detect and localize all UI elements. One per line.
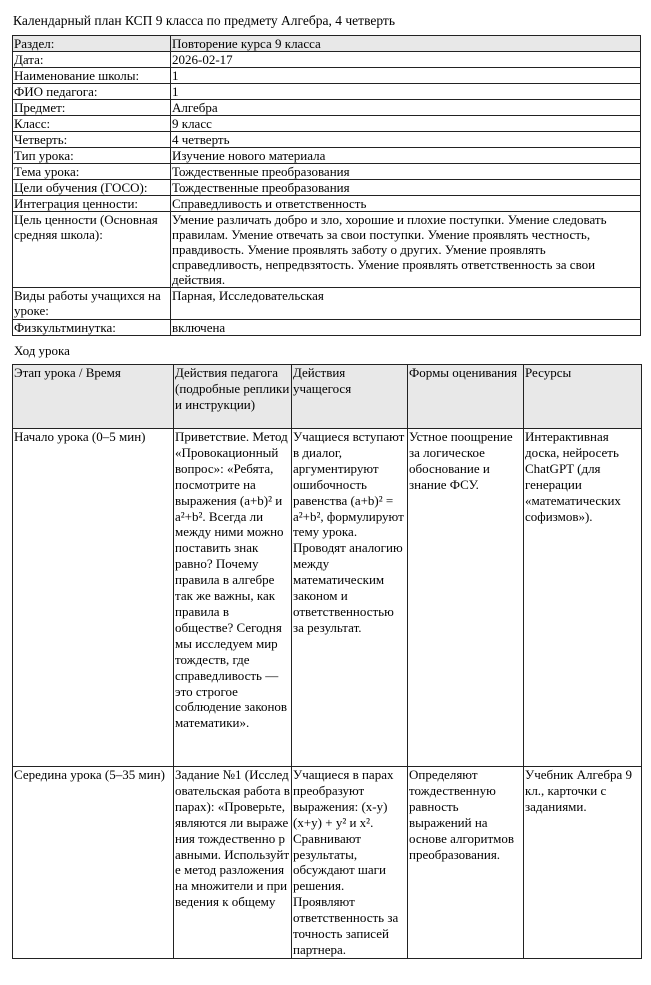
info-value: Парная, Исследовательская: [171, 288, 641, 320]
table-row: [13, 767, 642, 959]
info-label: Интеграция ценности:: [13, 196, 171, 212]
header-student: Действия учащегося: [292, 365, 408, 429]
info-value: 1: [171, 68, 641, 84]
info-row-value-goal: [13, 212, 641, 288]
info-value: Тождественные преобразования: [171, 180, 641, 196]
info-row-class: [13, 116, 641, 132]
info-row-quarter: [13, 132, 641, 148]
step-stage: Середина урока (5–35 мин): [13, 767, 174, 959]
info-row-teacher: [13, 84, 641, 100]
info-label: Тема урока:: [13, 164, 171, 180]
info-label: Раздел:: [13, 36, 171, 52]
info-label: Предмет:: [13, 100, 171, 116]
info-label: Цели обучения (ГОСО):: [13, 180, 171, 196]
lesson-steps-table: [12, 364, 642, 959]
info-row-phys-break: [13, 320, 641, 336]
step-student: Учащиеся в парах преобразуют выражения: (x-y)(x+y) + y² и x². Сравнивают результаты, обсуждают шаги решения. Проявляют ответственность за точность записей партнера.: [292, 767, 408, 959]
info-value: Повторение курса 9 класса: [171, 36, 641, 52]
info-row-date: [13, 52, 641, 68]
info-value: включена: [171, 320, 641, 336]
step-student: Учащиеся вступают в диалог, аргументируют ошибочность равенства (a+b)² = a²+b², формулируют тему урока. Проводят аналогию между математическим законом и ответственностью за результат.: [292, 429, 408, 767]
step-teacher: Задание №1 (Исследовательская работа в парах): «Проверьте, являются ли выражения тождественно равными. Используйте метод разложения на множители и приведения к общему: [174, 767, 292, 959]
info-value: Алгебра: [171, 100, 641, 116]
step-resources: Учебник Алгебра 9 кл., карточки с заданиями.: [524, 767, 642, 959]
table-row: [13, 429, 642, 767]
step-stage: Начало урока (0–5 мин): [13, 429, 174, 767]
lesson-info-table: [12, 35, 641, 336]
info-label: Дата:: [13, 52, 171, 68]
info-value: 9 класс: [171, 116, 641, 132]
header-resources: Ресурсы: [524, 365, 642, 429]
info-row-section: [13, 36, 641, 52]
info-row-work-types: [13, 288, 641, 320]
info-value: 2026-02-17: [171, 52, 641, 68]
info-value: Умение различать добро и зло, хорошие и плохие поступки. Умение следовать правилам. Умение отвечать за свои поступки. Умение проявлять честность, правдивость. Умение проявлять заботу о других. Умение проявлять справедливость, непредвзятость. Умение проявлять ответственность за свои действия.: [171, 212, 641, 288]
header-teacher: Действия педагога (подробные реплики и инструкции): [174, 365, 292, 429]
step-assessment: Определяют тождественную равность выражений на основе алгоритмов преобразования.: [408, 767, 524, 959]
header-stage: Этап урока / Время: [13, 365, 174, 429]
info-label: Виды работы учащихся на уроке:: [13, 288, 171, 320]
info-value: Изучение нового материала: [171, 148, 641, 164]
info-label: Класс:: [13, 116, 171, 132]
info-label: Тип урока:: [13, 148, 171, 164]
info-row-school: [13, 68, 641, 84]
steps-header-row: [13, 365, 642, 429]
step-assessment: Устное поощрение за логическое обоснование и знание ФСУ.: [408, 429, 524, 767]
header-assessment: Формы оценивания: [408, 365, 524, 429]
info-value: Тождественные преобразования: [171, 164, 641, 180]
lesson-flow-heading: Ход урока: [14, 343, 70, 358]
info-label: Цель ценности (Основная средняя школа):: [13, 212, 171, 288]
info-label: Четверть:: [13, 132, 171, 148]
info-row-goals: [13, 180, 641, 196]
step-teacher: Приветствие. Метод «Провокационный вопрос»: «Ребята, посмотрите на выражения (a+b)² и a²+b². Всегда ли между ними можно поставить знак равно? Почему правила в алгебре так же важны, как правила в обществе? Сегодня мы исследуем мир тождеств, где справедливость — это строгое соблюдение законов математики».: [174, 429, 292, 767]
info-value: 4 четверть: [171, 132, 641, 148]
info-row-value-integration: [13, 196, 641, 212]
info-label: Наименование школы:: [13, 68, 171, 84]
step-resources: Интерактивная доска, нейросеть ChatGPT (для генерации «математических софизмов»).: [524, 429, 642, 767]
info-value: 1: [171, 84, 641, 100]
info-label: Физкультминутка:: [13, 320, 171, 336]
document-title: Календарный план КСП 9 класса по предмету Алгебра, 4 четверть: [13, 13, 395, 28]
info-value: Справедливость и ответственность: [171, 196, 641, 212]
info-row-topic: [13, 164, 641, 180]
info-label: ФИО педагога:: [13, 84, 171, 100]
info-row-lesson-type: [13, 148, 641, 164]
info-row-subject: [13, 100, 641, 116]
